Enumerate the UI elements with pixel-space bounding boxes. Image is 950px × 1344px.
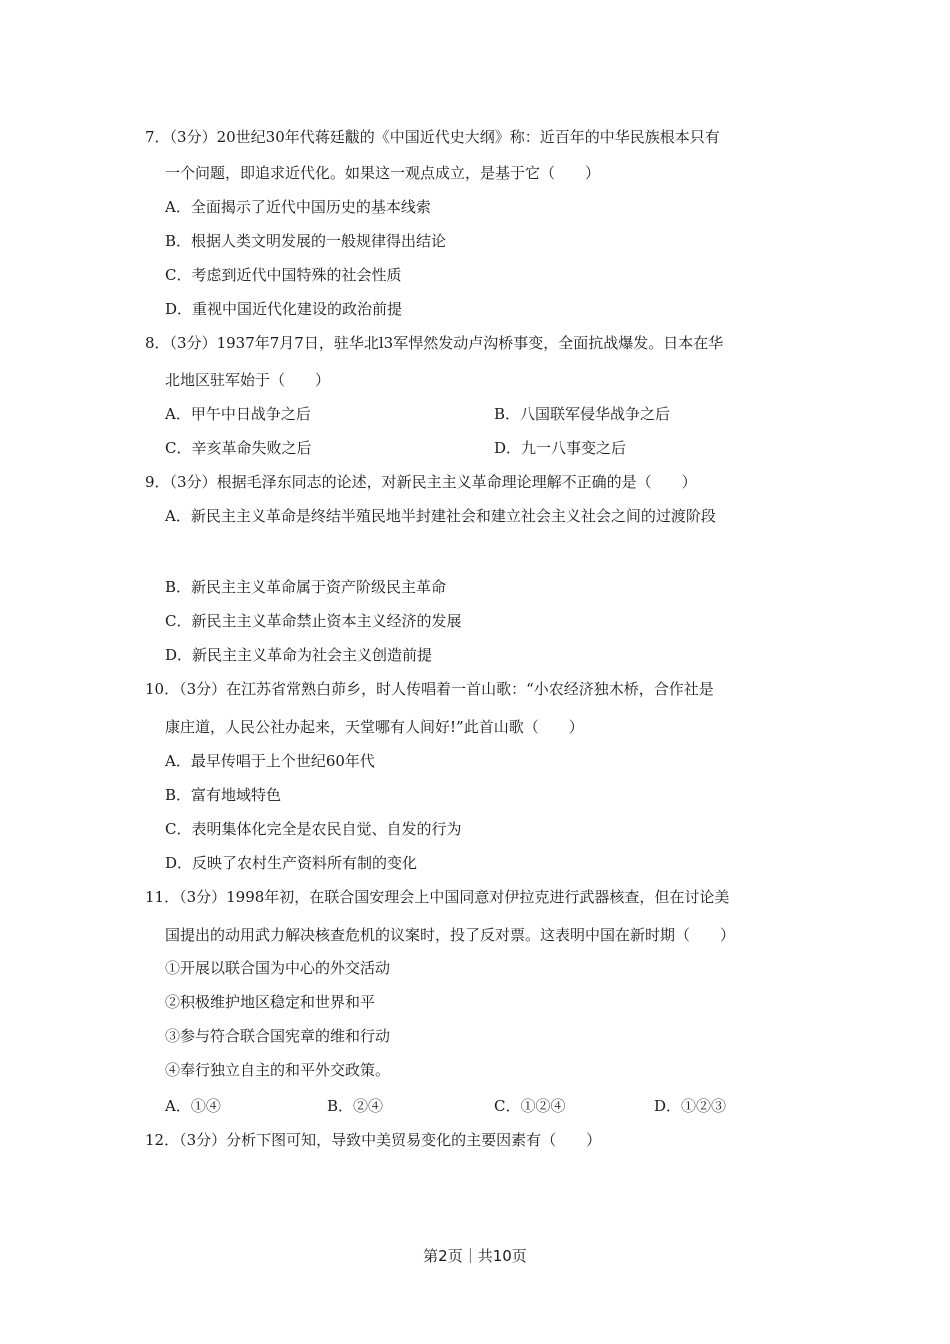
question-7-stem-cont: 一个问题，即追求近代化。如果这一观点成立，是基于它（ ） — [165, 164, 601, 182]
question-text: （3分）1998年初，在联合国安理会上中国同意对伊拉克进行武器核查，但在讨论美 — [179, 888, 730, 906]
q10-option-d: D．反映了农村生产资料所有制的变化 — [165, 854, 418, 872]
q11-option-c: C．①②④ — [494, 1097, 566, 1115]
q7-option-b: B．根据人类文明发展的一般规律得出结论 — [165, 232, 447, 250]
q9-option-b: B．新民主主义革命属于资产阶级民主革命 — [165, 578, 447, 596]
q11-item-2: ②积极维护地区稳定和世界和平 — [165, 993, 376, 1011]
question-11-stem-cont: 国提出的动用武力解决核查危机的议案时，投了反对票。这表明中国在新时期（ ） — [165, 926, 736, 944]
q10-option-c: C．表明集体化完全是农民自觉、自发的行为 — [165, 820, 462, 838]
q9-option-c: C．新民主主义革命禁止资本主义经济的发展 — [165, 612, 462, 630]
q7-option-d: D．重视中国近代化建设的政治前提 — [165, 300, 403, 318]
question-text: （3分）20世纪30年代蒋廷黻的《中国近代史大纲》称：近百年的中华民族根本只有 — [169, 128, 720, 146]
q11-item-4: ④奉行独立自主的和平外交政策。 — [165, 1061, 391, 1079]
question-number: 8． — [145, 334, 170, 352]
q8-option-a: A．甲午中日战争之后 — [165, 405, 311, 423]
question-11-stem — [145, 887, 729, 907]
question-number: 11． — [145, 888, 180, 906]
question-10-stem — [145, 679, 714, 699]
page-footer: 第2页｜共10页 — [423, 1247, 527, 1265]
question-number: 7． — [145, 128, 170, 146]
question-text: （3分）在江苏省常熟白茆乡，时人传唱着一首山歌：“小农经济独木桥，合作社是 — [179, 680, 714, 698]
q9-option-d: D．新民主主义革命为社会主义创造前提 — [165, 646, 433, 664]
q11-option-a: A．①④ — [165, 1097, 221, 1115]
question-9-stem — [145, 472, 697, 492]
q8-option-b: B．八国联军侵华战争之后 — [494, 405, 671, 423]
q9-option-a: A．新民主主义革命是终结半殖民地半封建社会和建立社会主义社会之间的过渡阶段 — [165, 507, 716, 525]
q11-option-b: B．②④ — [327, 1097, 384, 1115]
q7-option-c: C．考虑到近代中国特殊的社会性质 — [165, 266, 402, 284]
question-10-stem-cont: 康庄道，人民公社办起来，天堂哪有人间好!”此首山歌（ ） — [165, 718, 584, 736]
question-7-stem — [145, 127, 720, 147]
question-text: （3分）根据毛泽东同志的论述，对新民主主义革命理论理解不正确的是（ ） — [169, 473, 697, 491]
q11-option-d: D．①②③ — [654, 1097, 727, 1115]
q11-item-1: ①开展以联合国为中心的外交活动 — [165, 959, 391, 977]
question-8-stem-cont: 北地区驻军始于（ ） — [165, 371, 331, 389]
question-number: 9． — [145, 473, 170, 491]
q8-option-d: D．九一八事变之后 — [494, 439, 627, 457]
q7-option-a: A．全面揭示了近代中国历史的基本线索 — [165, 198, 431, 216]
question-8-stem — [145, 333, 723, 353]
question-number: 10． — [145, 680, 180, 698]
question-text: （3分）1937年7月7日，驻华北l3军悍然发动卢沟桥事变，全面抗战爆发。日本在华 — [169, 334, 724, 352]
question-number: 12． — [145, 1131, 180, 1149]
q10-option-a: A．最早传唱于上个世纪60年代 — [165, 752, 375, 770]
q11-item-3: ③参与符合联合国宪章的维和行动 — [165, 1027, 391, 1045]
q8-option-c: C．辛亥革命失败之后 — [165, 439, 312, 457]
question-12-stem — [145, 1130, 601, 1150]
question-text: （3分）分析下图可知，导致中美贸易变化的主要因素有（ ） — [179, 1131, 602, 1149]
q10-option-b: B．富有地域特色 — [165, 786, 282, 804]
